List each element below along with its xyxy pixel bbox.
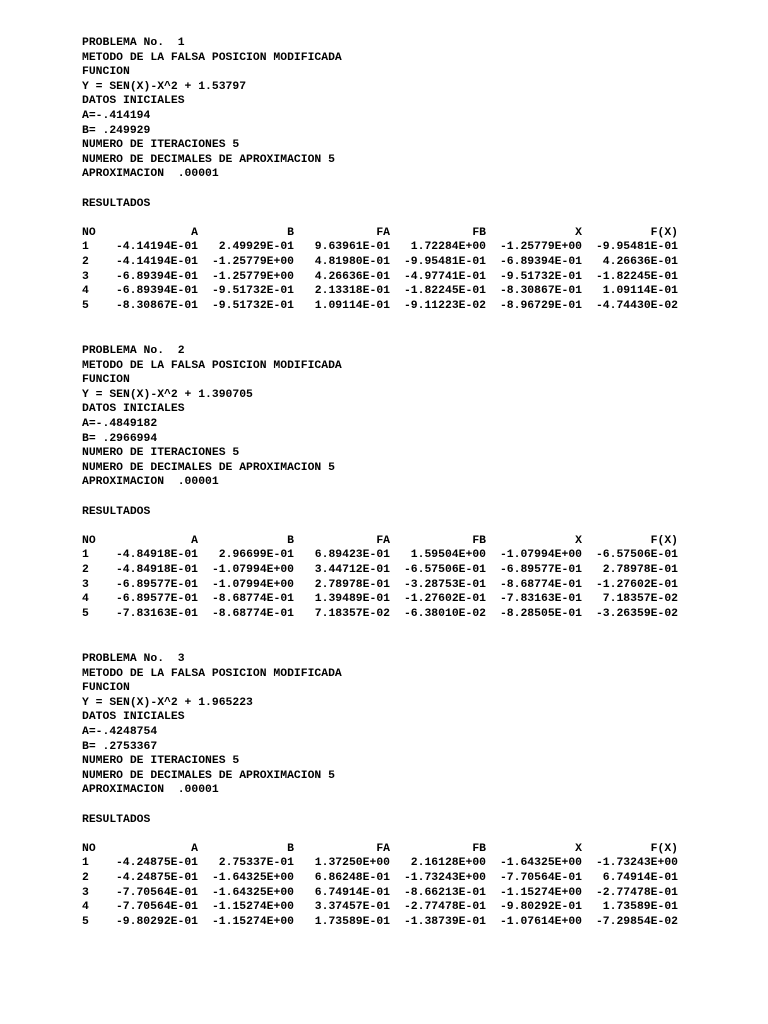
table-row <box>82 284 678 299</box>
table-cell: 6.74914E-01 <box>314 886 390 899</box>
column-header: X <box>575 842 582 855</box>
method-title: METODO DE LA FALSA POSICION MODIFICADA <box>82 667 342 680</box>
table-row <box>82 592 678 607</box>
table-cell: -4.14194E-01 <box>115 241 198 254</box>
problem-header: PROBLEMA No. 1 <box>82 37 185 49</box>
table-cell: 2 <box>82 255 89 268</box>
approximation: APROXIMACION .00001 <box>82 168 219 181</box>
funcion-expression: Y = SEN(X)-X^2 + 1.390705 <box>82 388 253 401</box>
iterations-count: NUMERO DE ITERACIONES 5 <box>82 447 240 460</box>
column-header: F(X) <box>650 842 678 855</box>
table-cell: -1.64325E+00 <box>211 886 294 899</box>
table-cell: 6.86248E-01 <box>314 871 390 884</box>
document <box>82 36 742 960</box>
table-cell: -6.38010E-02 <box>403 607 486 620</box>
table-cell: -9.80292E-01 <box>499 901 582 914</box>
table-cell: -8.28505E-01 <box>499 607 582 620</box>
table-row <box>82 299 678 314</box>
results-header-row <box>82 226 678 241</box>
table-cell: -6.89577E-01 <box>499 563 582 576</box>
table-cell: -9.51732E-01 <box>499 270 582 283</box>
funcion-expression: Y = SEN(X)-X^2 + 1.965223 <box>82 696 253 709</box>
column-header: FA <box>376 226 390 239</box>
table-cell: 2.16128E+00 <box>410 857 486 870</box>
table-row <box>82 255 678 270</box>
column-header: X <box>575 226 582 239</box>
table-cell: -1.73243E+00 <box>595 857 678 870</box>
table-cell: 1.72284E+00 <box>410 241 486 254</box>
table-cell: -1.25779E+00 <box>499 241 582 254</box>
table-cell: 1.73589E-01 <box>602 901 678 914</box>
table-cell: 3 <box>82 270 89 283</box>
table-cell: -1.82245E-01 <box>403 285 486 298</box>
table-cell: -1.27602E-01 <box>595 578 678 591</box>
table-cell: 3.44712E-01 <box>314 563 390 576</box>
table-cell: -4.24875E-01 <box>115 857 198 870</box>
decimals-count: NUMERO DE DECIMALES DE APROXIMACION 5 <box>82 769 335 782</box>
column-header: FB <box>472 226 486 239</box>
table-cell: -7.83163E-01 <box>499 593 582 606</box>
column-header: FA <box>376 842 390 855</box>
results-table <box>82 842 678 930</box>
table-row <box>82 886 678 901</box>
table-cell: -1.25779E+00 <box>211 255 294 268</box>
table-cell: -8.68774E-01 <box>499 578 582 591</box>
resultados-label: RESULTADOS <box>82 505 151 518</box>
initial-b: B= .2966994 <box>82 432 158 445</box>
table-cell: -4.97741E-01 <box>403 270 486 283</box>
column-header: NO <box>82 534 96 547</box>
table-cell: 6.89423E-01 <box>314 549 390 562</box>
column-header: FB <box>472 842 486 855</box>
funcion-label: FUNCION <box>82 682 130 695</box>
table-cell: 1 <box>82 241 89 254</box>
initial-a: A=-.4849182 <box>82 417 158 430</box>
table-cell: 2.49929E-01 <box>218 241 294 254</box>
table-cell: 3 <box>82 578 89 591</box>
table-cell: 4 <box>82 901 89 914</box>
table-cell: 2.78978E-01 <box>602 563 678 576</box>
table-cell: -7.70564E-01 <box>499 871 582 884</box>
table-cell: -4.24875E-01 <box>115 871 198 884</box>
results-table <box>82 226 678 314</box>
column-header: B <box>287 534 294 547</box>
column-header: B <box>287 842 294 855</box>
table-cell: 1.09114E-01 <box>602 285 678 298</box>
table-cell: -6.89394E-01 <box>499 255 582 268</box>
table-cell: -4.14194E-01 <box>115 255 198 268</box>
table-cell: 3.37457E-01 <box>314 901 390 914</box>
results-body <box>82 548 678 621</box>
table-cell: -2.77478E-01 <box>403 901 486 914</box>
table-cell: -1.38739E-01 <box>403 915 486 928</box>
table-row <box>82 915 678 930</box>
table-cell: -7.83163E-01 <box>115 607 198 620</box>
table-cell: 2.75337E-01 <box>218 857 294 870</box>
funcion-label: FUNCION <box>82 66 130 79</box>
datos-iniciales-label: DATOS INICIALES <box>82 711 185 724</box>
table-cell: -4.84918E-01 <box>115 563 198 576</box>
problem-header: PROBLEMA No. 2 <box>82 345 185 357</box>
table-cell: -3.28753E-01 <box>403 578 486 591</box>
results-body <box>82 240 678 313</box>
table-cell: -9.51732E-01 <box>211 299 294 312</box>
iterations-count: NUMERO DE ITERACIONES 5 <box>82 139 240 152</box>
table-cell: 2 <box>82 563 89 576</box>
results-header-row <box>82 842 678 857</box>
column-header: B <box>287 226 294 239</box>
table-cell: 1 <box>82 549 89 562</box>
table-cell: -7.70564E-01 <box>115 886 198 899</box>
column-header: NO <box>82 226 96 239</box>
table-cell: 1 <box>82 857 89 870</box>
table-cell: 1.37250E+00 <box>314 857 390 870</box>
table-cell: -6.57506E-01 <box>595 549 678 562</box>
table-cell: -9.11223E-02 <box>403 299 486 312</box>
method-title: METODO DE LA FALSA POSICION MODIFICADA <box>82 359 342 372</box>
table-cell: -9.95481E-01 <box>595 241 678 254</box>
table-cell: -1.15274E+00 <box>211 915 294 928</box>
results-table <box>82 534 678 622</box>
table-cell: 7.18357E-02 <box>314 607 390 620</box>
iterations-count: NUMERO DE ITERACIONES 5 <box>82 755 240 768</box>
table-cell: -7.70564E-01 <box>115 901 198 914</box>
table-cell: -6.89394E-01 <box>115 285 198 298</box>
table-cell: 2.96699E-01 <box>218 549 294 562</box>
spacer <box>82 211 742 226</box>
initial-a: A=-.4248754 <box>82 725 158 738</box>
table-cell: -1.07614E+00 <box>499 915 582 928</box>
table-cell: 4.81980E-01 <box>314 255 390 268</box>
table-cell: 5 <box>82 299 89 312</box>
resultados-label: RESULTADOS <box>82 813 151 826</box>
table-cell: -1.25779E+00 <box>211 270 294 283</box>
table-cell: -4.84918E-01 <box>115 549 198 562</box>
column-header: F(X) <box>650 226 678 239</box>
table-cell: -2.77478E-01 <box>595 886 678 899</box>
table-row <box>82 548 678 563</box>
table-cell: -1.15274E+00 <box>211 901 294 914</box>
method-title: METODO DE LA FALSA POSICION MODIFICADA <box>82 51 342 64</box>
table-cell: -9.95481E-01 <box>403 255 486 268</box>
table-cell: 1.09114E-01 <box>314 299 390 312</box>
problem-block <box>82 652 742 960</box>
table-cell: 4 <box>82 593 89 606</box>
table-cell: 3 <box>82 886 89 899</box>
table-cell: -1.82245E-01 <box>595 270 678 283</box>
initial-b: B= .2753367 <box>82 740 158 753</box>
spacer <box>82 182 742 197</box>
approximation: APROXIMACION .00001 <box>82 476 219 489</box>
column-header: NO <box>82 842 96 855</box>
table-cell: -1.64325E+00 <box>499 857 582 870</box>
table-cell: 5 <box>82 915 89 928</box>
table-cell: -6.89394E-01 <box>115 270 198 283</box>
table-cell: 4 <box>82 285 89 298</box>
table-cell: -8.96729E-01 <box>499 299 582 312</box>
table-cell: -6.57506E-01 <box>403 563 486 576</box>
table-row <box>82 856 678 871</box>
table-cell: -8.68774E-01 <box>211 607 294 620</box>
table-cell: 2 <box>82 871 89 884</box>
spacer <box>82 519 742 534</box>
table-cell: 5 <box>82 607 89 620</box>
table-cell: -9.51732E-01 <box>211 285 294 298</box>
table-cell: -7.29854E-02 <box>595 915 678 928</box>
table-cell: -1.15274E+00 <box>499 886 582 899</box>
table-cell: 2.78978E-01 <box>314 578 390 591</box>
decimals-count: NUMERO DE DECIMALES DE APROXIMACION 5 <box>82 461 335 474</box>
datos-iniciales-label: DATOS INICIALES <box>82 403 185 416</box>
spacer <box>82 827 742 842</box>
table-row <box>82 871 678 886</box>
spacer <box>82 798 742 813</box>
column-header: F(X) <box>650 534 678 547</box>
table-cell: -9.80292E-01 <box>115 915 198 928</box>
column-header: A <box>191 842 198 855</box>
column-header: FA <box>376 534 390 547</box>
table-cell: -1.07994E+00 <box>211 578 294 591</box>
table-cell: -1.64325E+00 <box>211 871 294 884</box>
table-cell: -8.66213E-01 <box>403 886 486 899</box>
table-row <box>82 270 678 285</box>
table-cell: 7.18357E-02 <box>602 593 678 606</box>
initial-b: B= .249929 <box>82 124 151 137</box>
approximation: APROXIMACION .00001 <box>82 784 219 797</box>
table-cell: 4.26636E-01 <box>602 255 678 268</box>
table-cell: -8.30867E-01 <box>499 285 582 298</box>
initial-a: A=-.414194 <box>82 109 151 122</box>
table-cell: 1.73589E-01 <box>314 915 390 928</box>
table-cell: -1.27602E-01 <box>403 593 486 606</box>
table-cell: -6.89577E-01 <box>115 578 198 591</box>
column-header: A <box>191 534 198 547</box>
funcion-expression: Y = SEN(X)-X^2 + 1.53797 <box>82 80 247 93</box>
table-cell: -8.68774E-01 <box>211 593 294 606</box>
problem-block <box>82 344 742 652</box>
table-cell: -1.07994E+00 <box>211 563 294 576</box>
table-row <box>82 578 678 593</box>
table-cell: 1.39489E-01 <box>314 593 390 606</box>
column-header: A <box>191 226 198 239</box>
table-cell: 1.59504E+00 <box>410 549 486 562</box>
table-cell: 2.13318E-01 <box>314 285 390 298</box>
table-cell: 4.26636E-01 <box>314 270 390 283</box>
results-body <box>82 856 678 929</box>
table-row <box>82 607 678 622</box>
problem-block <box>82 36 742 344</box>
funcion-label: FUNCION <box>82 374 130 387</box>
table-row <box>82 240 678 255</box>
table-cell: -8.30867E-01 <box>115 299 198 312</box>
table-row <box>82 563 678 578</box>
results-header-row <box>82 534 678 549</box>
datos-iniciales-label: DATOS INICIALES <box>82 95 185 108</box>
table-cell: -6.89577E-01 <box>115 593 198 606</box>
table-cell: -1.07994E+00 <box>499 549 582 562</box>
table-row <box>82 900 678 915</box>
column-header: X <box>575 534 582 547</box>
table-cell: 9.63961E-01 <box>314 241 390 254</box>
table-cell: -3.26359E-02 <box>595 607 678 620</box>
problem-header: PROBLEMA No. 3 <box>82 653 185 665</box>
table-cell: -1.73243E+00 <box>403 871 486 884</box>
column-header: FB <box>472 534 486 547</box>
table-cell: -4.74430E-02 <box>595 299 678 312</box>
table-cell: 6.74914E-01 <box>602 871 678 884</box>
decimals-count: NUMERO DE DECIMALES DE APROXIMACION 5 <box>82 153 335 166</box>
resultados-label: RESULTADOS <box>82 197 151 210</box>
spacer <box>82 490 742 505</box>
